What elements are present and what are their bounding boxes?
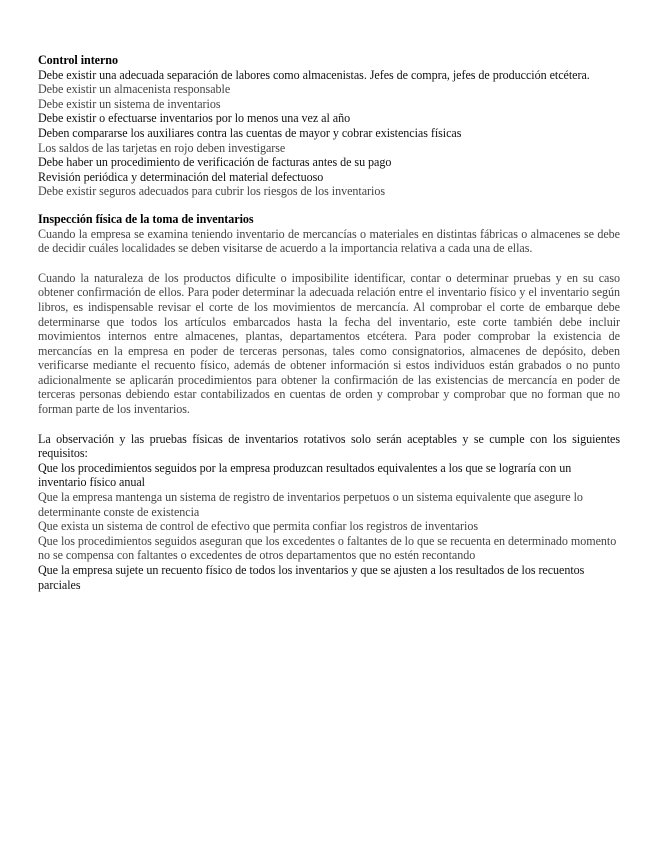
document-page bbox=[38, 53, 620, 592]
control-item: Revisión periódica y determinación del material defectuoso bbox=[38, 169, 324, 184]
requisito-item: Que la empresa sujete un recuento físico de todos los inventarios y que se ajusten a los resultados de los recuentos parciales bbox=[38, 563, 585, 592]
control-item: Debe existir un almacenista responsable bbox=[38, 82, 231, 97]
control-item: Debe existir seguros adecuados para cubrir los riesgos de los inventarios bbox=[38, 184, 385, 199]
control-item: Debe haber un procedimiento de verificación de facturas antes de su pago bbox=[38, 155, 392, 170]
section-title-inspeccion: Inspección física de la toma de inventarios bbox=[38, 211, 254, 226]
control-item: Los saldos de las tarjetas en rojo deben investigarse bbox=[38, 140, 286, 155]
paragraph: Cuando la empresa se examina teniendo inventario de mercancías o materiales en distintas fábricas o almacenes se debe de decidir cuáles localidades se deben visitarse de acuerdo a la importancia relativa a cada una de ellas. bbox=[38, 226, 620, 256]
spacer bbox=[38, 256, 620, 271]
requisito-item: Que los procedimientos seguidos por la empresa produzcan resultados equivalentes a los que se lograría con un inventario físico anual bbox=[38, 460, 572, 490]
control-item: Deben compararse los auxiliares contra las cuentas de mayor y cobrar existencias físicas bbox=[38, 125, 462, 140]
section-title-control-interno: Control interno bbox=[38, 53, 118, 67]
spacer bbox=[38, 199, 620, 212]
requisito-item: Que los procedimientos seguidos aseguran que los excedentes o faltantes de lo que se recuenta en determinado momento no se compensa con faltantes o excedentes de otros departamentos que no estén recontando bbox=[38, 533, 617, 563]
paragraph: Cuando la naturaleza de los productos dificulte o imposibilite identificar, contar o determinar pruebas y en su caso obtener confirmación de ellos. Para poder determinar la adecuada relación entre el inventario físico y el inventario según libros, es indispensable revisar el corte de los movimientos de mercancía. Al comprobar el corte de embarque debe determinarse que todos los artículos embarcados hasta la fecha del inventario, este corte también debe incluir movimientos internos entre almacenes, plantas, departamentos etcétera. Para poder comprobar la existencia de mercancías en la empresa en poder de terceras personas, tales como consignatorios, almacenes de depósito, deben verificarse mediante el recuento físico, además de obtener información si estos individuos están grabados o no punto adicionalmente se aplicarán procedimientos para obtener la confirmación de las existencias de mercancía en poder de terceras personas debiendo estar contabilizados en cuentas de orden y comprobar y comprobar que no forman que no forman parte de los inventarios. bbox=[38, 270, 620, 417]
control-item: Debe existir una adecuada separación de labores como almacenistas. Jefes de compra, jefes de producción etcétera. bbox=[38, 67, 590, 82]
requisito-item: Que exista un sistema de control de efectivo que permita confiar los registros de inventarios bbox=[38, 519, 478, 534]
spacer bbox=[38, 417, 620, 432]
requisito-item: Que la empresa mantenga un sistema de registro de inventarios perpetuos o un sistema equivalente que asegure lo determinante conste de existencia bbox=[38, 490, 583, 519]
paragraph: La observación y las pruebas físicas de inventarios rotativos solo serán aceptables y se cumple con los siguientes requisitos: bbox=[38, 431, 620, 461]
control-item: Debe existir o efectuarse inventarios por lo menos una vez al año bbox=[38, 111, 351, 126]
control-item: Debe existir un sistema de inventarios bbox=[38, 96, 221, 111]
